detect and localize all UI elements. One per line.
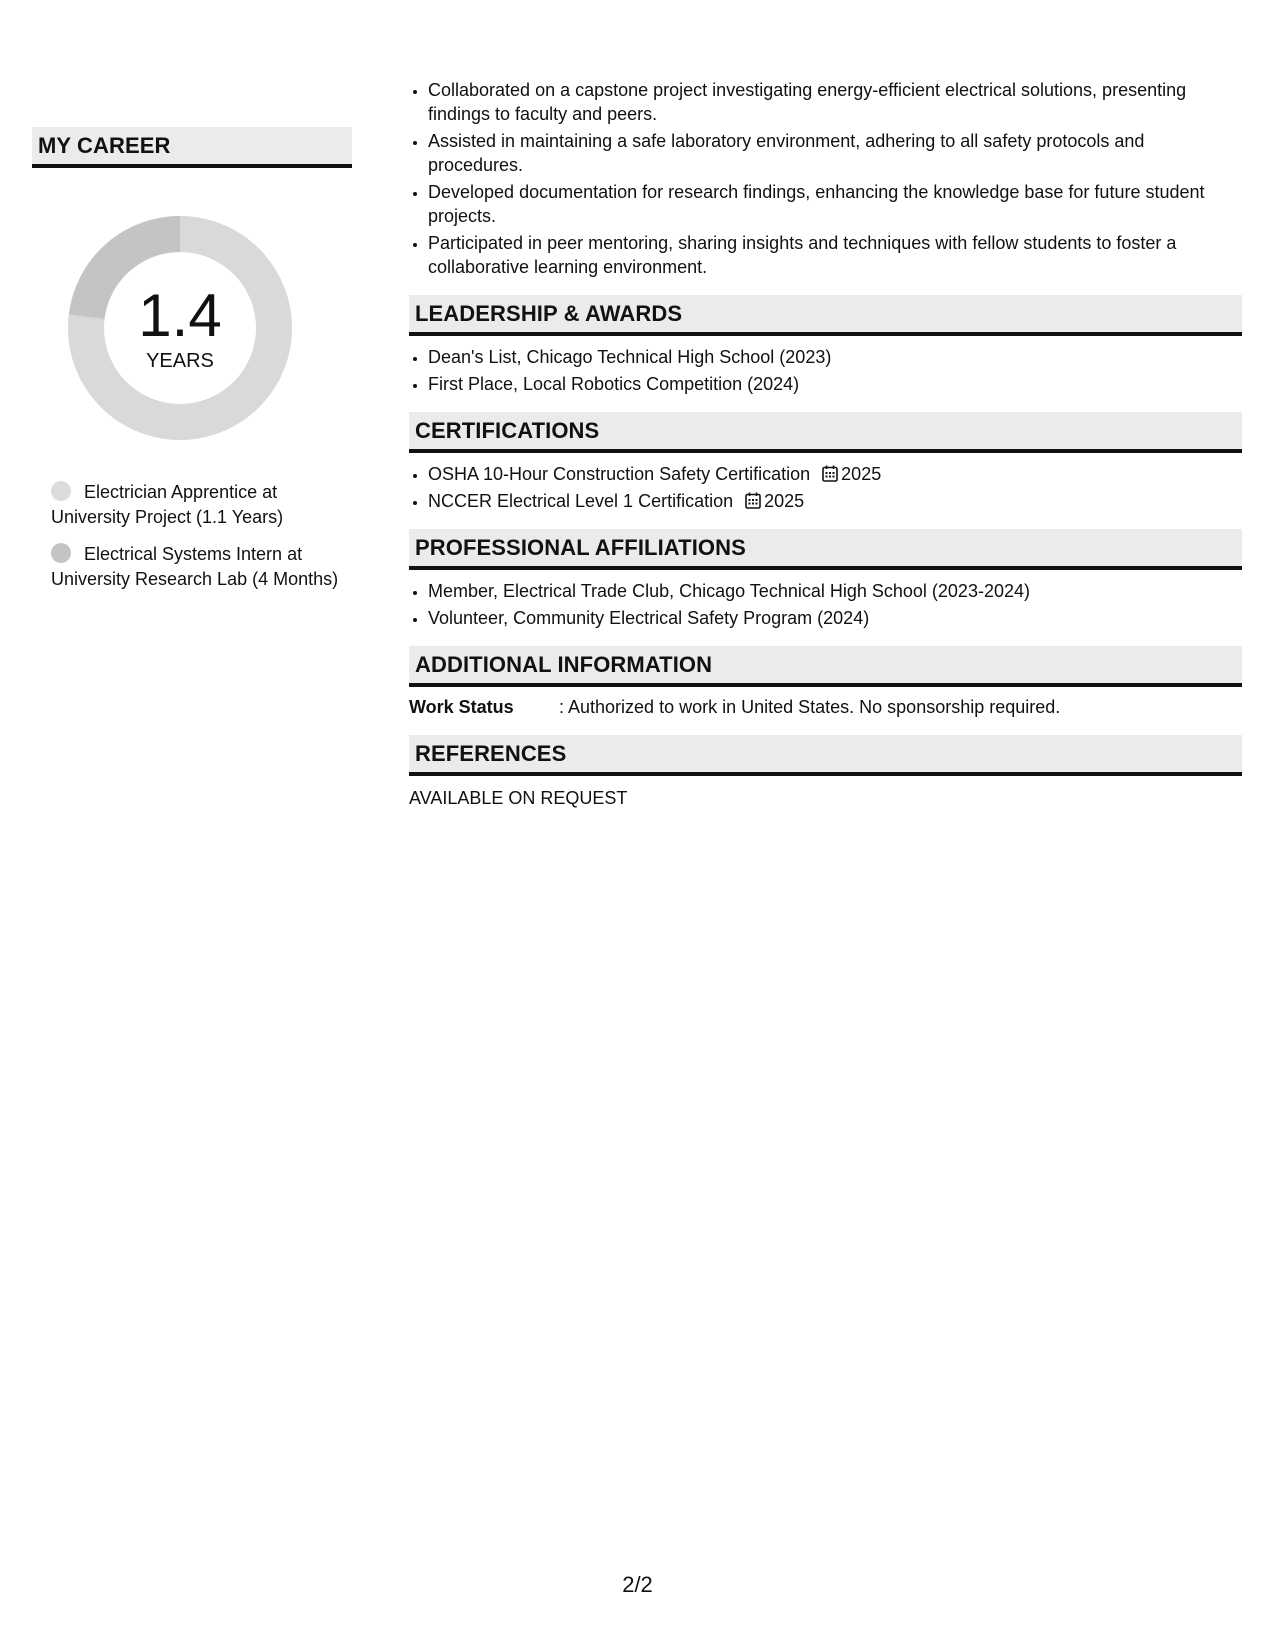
certifications-header: CERTIFICATIONS — [409, 412, 1242, 453]
affiliations-header: PROFESSIONAL AFFILIATIONS — [409, 529, 1242, 570]
certification-name: NCCER Electrical Level 1 Certification — [428, 491, 734, 511]
legend-label: Electrician Apprentice at University Project (1.1 Years) — [51, 482, 284, 527]
career-total-unit: YEARS — [146, 350, 214, 372]
certification-year: 2025 — [764, 491, 805, 511]
list-item: • Member, Electrical Trade Club, Chicago Technical High School (2023-2024) — [428, 579, 1242, 603]
certification-year: 2025 — [841, 464, 882, 484]
list-item: • First Place, Local Robotics Competition (2024) — [428, 372, 1242, 396]
legend-dot-icon — [51, 543, 71, 563]
work-status-value: : Authorized to work in United States. No sponsorship required. — [559, 697, 1061, 717]
career-donut-chart — [64, 212, 296, 444]
certification-name: OSHA 10-Hour Construction Safety Certification — [428, 464, 811, 484]
calendar-icon — [745, 492, 761, 509]
list-item: • Dean's List, Chicago Technical High School (2023) — [428, 345, 1242, 369]
list-item: • Participated in peer mentoring, sharing insights and techniques with fellow students to foster a collaborative learning environment. — [428, 231, 1242, 279]
work-status-label: Work Status — [409, 697, 514, 717]
career-total-value: 1.4 — [138, 282, 222, 349]
affiliations-list — [409, 579, 1242, 630]
career-legend — [32, 480, 352, 592]
leadership-header: LEADERSHIP & AWARDS — [409, 295, 1242, 336]
references-header: REFERENCES — [409, 735, 1242, 776]
list-item: • Developed documentation for research findings, enhancing the knowledge base for future student projects. — [428, 180, 1242, 228]
work-status-row — [409, 695, 1242, 719]
list-item: • Assisted in maintaining a safe laboratory environment, adhering to all safety protocols and procedures. — [428, 129, 1242, 177]
calendar-icon — [822, 465, 838, 482]
list-item — [428, 489, 1242, 513]
leadership-list — [409, 345, 1242, 396]
main-content — [409, 78, 1242, 810]
legend-label: Electrical Systems Intern at University Research Lab (4 Months) — [51, 544, 339, 589]
experience-bullet-list — [409, 78, 1242, 279]
list-item: • Volunteer, Community Electrical Safety Program (2024) — [428, 606, 1242, 630]
legend-item — [51, 542, 352, 592]
certifications-list — [409, 462, 1242, 513]
additional-info-header: ADDITIONAL INFORMATION — [409, 646, 1242, 687]
career-sidebar — [32, 127, 352, 604]
career-header: MY CAREER — [32, 127, 352, 168]
legend-dot-icon — [51, 481, 71, 501]
legend-item — [51, 480, 352, 530]
references-text: AVAILABLE ON REQUEST — [409, 788, 628, 808]
list-item — [428, 462, 1242, 486]
list-item: • Collaborated on a capstone project investigating energy-efficient electrical solutions, presenting findings to faculty and peers. — [428, 78, 1242, 126]
page-number: 2/2 — [622, 1572, 653, 1597]
